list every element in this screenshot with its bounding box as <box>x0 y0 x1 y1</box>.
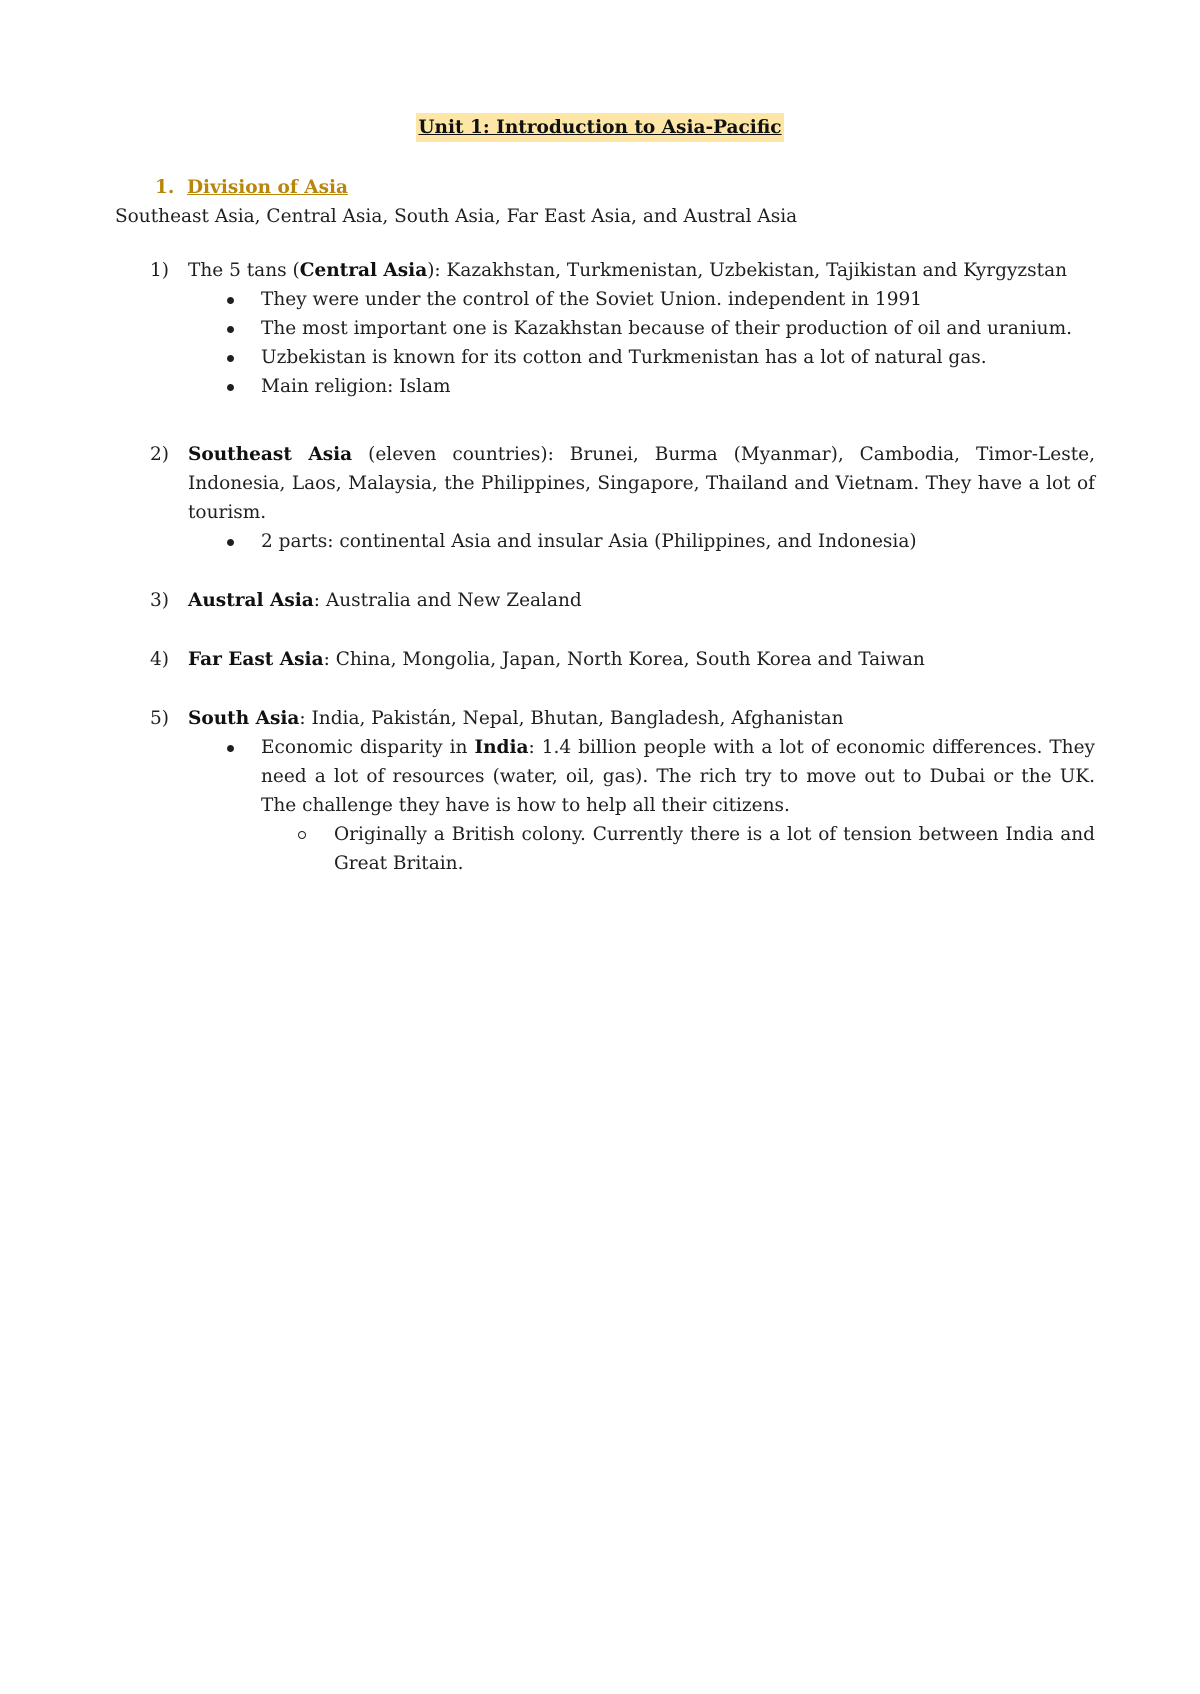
bullet-item <box>0 314 1095 343</box>
bullet-item <box>0 285 1095 314</box>
item-text: : India, Pakistán, Nepal, Bhutan, Bangladesh, Afghanistan <box>299 708 844 729</box>
item-row <box>0 440 1095 527</box>
item-row <box>0 586 1095 615</box>
item-bold-label: Austral Asia <box>188 590 314 611</box>
item-south-asia <box>0 704 1200 878</box>
bullet-text: The most important one is Kazakhstan because of their production of oil and uranium. <box>261 318 1073 339</box>
section-label: Division of Asia <box>187 177 349 198</box>
bullet-text: 2 parts: continental Asia and insular Asia (Philippines, and Indonesia) <box>261 531 917 552</box>
section-heading <box>155 173 348 202</box>
item-austral-asia <box>0 586 1200 615</box>
item-number: 2) <box>150 444 169 465</box>
item-number: 4) <box>150 649 169 670</box>
item-text: (eleven countries): Brunei, Burma (Myanmar), Cambodia, Timor-Leste, Indonesia, Laos, Malaysia, the Philippines, Singapore, Thailand and Vietnam. They have a lot of tourism. <box>188 444 1095 523</box>
bullet-dot-icon <box>227 355 234 362</box>
item-number: 3) <box>150 590 169 611</box>
item-bold-label: Southeast Asia <box>188 444 353 465</box>
bullet-dot-icon <box>227 539 234 546</box>
item-southeast-asia <box>0 440 1200 556</box>
bullet-text: : 1.4 billion people with a lot of economic differences. They need a lot of resources (water, oil, gas). The rich try to move out to Dubai or the UK. The challenge they have is how to help all their citizens. <box>261 737 1096 816</box>
item-row <box>0 256 1095 285</box>
bullet-text: They were under the control of the Soviet Union. independent in 1991 <box>261 289 923 310</box>
bullet-prefix: Economic disparity in <box>261 737 475 758</box>
item-text: ): Kazakhstan, Turkmenistan, Uzbekistan, Tajikistan and Kyrgyzstan <box>427 260 1068 281</box>
bullet-item <box>0 733 1095 820</box>
item-row <box>0 704 1095 733</box>
bullet-dot-icon <box>227 297 234 304</box>
item-prefix: The 5 tans ( <box>188 260 300 281</box>
item-central-asia <box>0 256 1200 401</box>
bullet-item <box>0 527 1095 556</box>
bullet-text: Uzbekistan is known for its cotton and Turkmenistan has a lot of natural gas. <box>261 347 987 368</box>
bullet-text: Main religion: Islam <box>261 376 451 397</box>
item-row <box>0 645 1095 674</box>
bullet-item <box>0 343 1095 372</box>
item-far-east-asia <box>0 645 1200 674</box>
bullet-dot-icon <box>227 326 234 333</box>
title-wrap <box>0 113 1200 142</box>
section-number: 1. <box>155 177 175 198</box>
item-number: 1) <box>150 260 169 281</box>
item-text: : Australia and New Zealand <box>313 590 582 611</box>
sub-bullet-item <box>0 820 1095 878</box>
item-text: : China, Mongolia, Japan, North Korea, South Korea and Taiwan <box>323 649 925 670</box>
bullet-item <box>0 372 1095 401</box>
item-bold-label: Far East Asia <box>188 649 324 670</box>
bullet-dot-icon <box>227 384 234 391</box>
item-number: 5) <box>150 708 169 729</box>
circle-bullet-icon <box>298 831 306 839</box>
intro-line: Southeast Asia, Central Asia, South Asia, Far East Asia, and Austral Asia <box>115 206 798 227</box>
item-bold-label: South Asia <box>188 708 300 729</box>
bullet-dot-icon <box>227 745 234 752</box>
document-title: Unit 1: Introduction to Asia-Pacific <box>416 113 783 142</box>
item-bold-label: Central Asia <box>299 260 428 281</box>
bullet-bold-label: India <box>474 737 529 758</box>
sub-bullet-text: Originally a British colony. Currently there is a lot of tension between India and Great Britain. <box>334 824 1095 874</box>
